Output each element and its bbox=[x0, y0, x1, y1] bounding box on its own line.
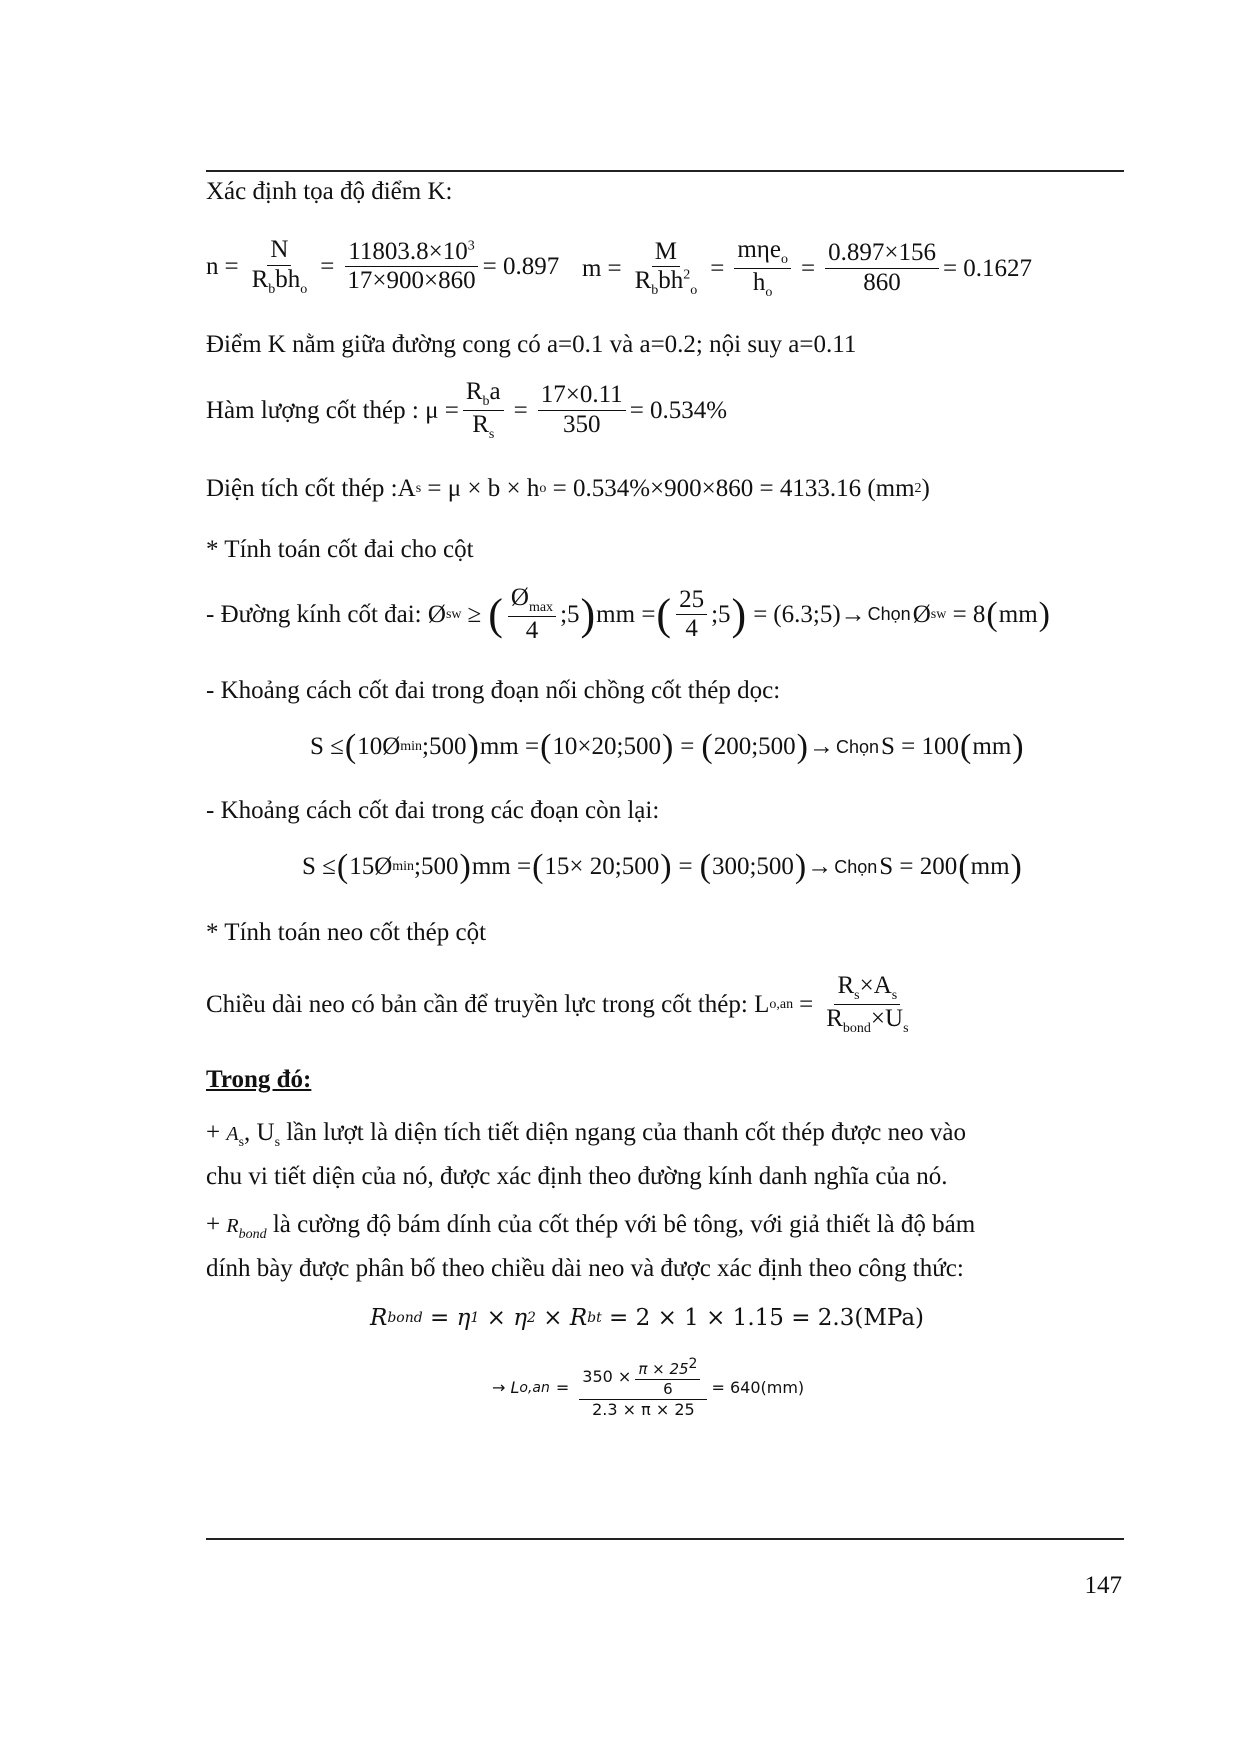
eq-m-result: = 0.1627 bbox=[942, 254, 1033, 282]
item1-text1: lần lượt là diện tích tiết diện ngang của thanh cốt thép được neo vào bbox=[286, 1119, 967, 1146]
eq-n-den1-sub: b bbox=[268, 281, 276, 297]
eq-n-result: = 0.897 bbox=[482, 252, 560, 280]
eq-rest-lhs: S ≤ bbox=[302, 853, 336, 880]
header-rule bbox=[206, 170, 1124, 172]
item1-sym2-sub: s bbox=[274, 1135, 281, 1150]
eq-lan-num-a: 350 × bbox=[582, 1367, 632, 1387]
eq-diam-arrow: → bbox=[840, 600, 866, 628]
item2-text1: là cường độ bám dính của cốt thép với bê tông, với giả thiết là độ bám bbox=[272, 1211, 976, 1238]
eq-as-unit: (mm bbox=[867, 475, 915, 502]
item2-sym-sub: bond bbox=[238, 1227, 267, 1242]
equation-rest-spacing: S ≤ ( 15Ø min ;500 ) mm = ( 15× 20;500 ) = ( 300;500 ) → Chọn S = 200 ( mm ) bbox=[302, 848, 1022, 885]
eq-mu-result: = 0.534% bbox=[629, 396, 728, 424]
equation-stirrup-diameter: - Đường kính cốt đai: Ø sw ≥ ( $\frac{Ø_{max}}{4}$ ;5 ) mm = ( $\frac{25}{4}$ ;5 ) = (6.3;5) → Chọn Ø sw = 8 ( mm ) bbox=[206, 584, 1050, 645]
eq-lan-lhs-sub: o,an bbox=[519, 1379, 550, 1396]
equation-mu: Hàm lượng cốt thép : μ = $\frac{R_ba}{R_s}$ = $\frac{17\times 0.11}{350}$ = 0.534% bbox=[206, 378, 728, 443]
item2-line1 bbox=[206, 1210, 975, 1244]
eq-diam-chon: Chọn bbox=[867, 604, 911, 625]
item2-plus: + bbox=[206, 1211, 221, 1238]
as-label: Diện tích cốt thép : bbox=[206, 475, 398, 502]
eq-mu-den1-sub: s bbox=[488, 427, 495, 443]
eq-rbond-eta2: 2 bbox=[527, 1310, 536, 1326]
eq-rbond-x1: × η bbox=[479, 1305, 527, 1331]
eq-m-den2-sub: o bbox=[765, 285, 773, 301]
eq-mu-num1: R bbox=[465, 378, 483, 405]
eq-n-num2-sup: 3 bbox=[467, 238, 475, 254]
eq-lap-arrow: → bbox=[809, 733, 834, 760]
equation-rbond bbox=[370, 1305, 924, 1331]
eq-lap-p3: 200;500 bbox=[713, 733, 796, 760]
item1-sym: A bbox=[226, 1123, 239, 1145]
stirrup-heading: * Tính toán cốt đai cho cột bbox=[206, 536, 474, 563]
eq-rbond-rbt: bt bbox=[587, 1310, 602, 1326]
equation-as bbox=[206, 475, 930, 503]
mu-label: Hàm lượng cốt thép : μ = bbox=[206, 396, 459, 424]
item1-line2: chu vi tiết diện của nó, được xác định theo đường kính danh nghĩa của nó. bbox=[206, 1163, 948, 1190]
eq-lap-p2: 10×20;500 bbox=[552, 733, 661, 760]
eq-rest-inner-sub: min bbox=[392, 859, 415, 874]
lap-spacing-label: - Khoảng cách cốt đai trong đoạn nối chồng cốt thép dọc: bbox=[206, 677, 781, 704]
eq-diam-num1: Ø bbox=[510, 584, 529, 611]
eq-anchor-lhs-sub: o,an bbox=[769, 996, 794, 1012]
eq-diam-den2: 4 bbox=[685, 615, 698, 643]
eq-rbond-x2: × R bbox=[535, 1305, 588, 1331]
eq-as-mid: = μ × b × h bbox=[421, 475, 540, 502]
eq-mu-num1-rest: a bbox=[489, 378, 501, 405]
item1-sym-sub: s bbox=[238, 1135, 245, 1150]
eq-m-num3: 0.897×156 bbox=[825, 239, 939, 269]
eq-diam-mm: mm = bbox=[596, 600, 656, 628]
eq-rest-inner: 15Ø bbox=[349, 853, 393, 880]
eq-as-lhs-sub: s bbox=[415, 481, 422, 496]
eq-diam-sep2: ;5 bbox=[711, 600, 731, 628]
equation-lan-result: → L o,an = 350 × $\frac{\pi \times 25^2}{6}$ 2.3 × π × 25 = 640(mm) bbox=[492, 1356, 805, 1419]
eq-m-num2-sub: o bbox=[780, 252, 788, 267]
eq-anchor-den-sub2: s bbox=[903, 1021, 909, 1037]
where-title: Trong đó: bbox=[206, 1066, 312, 1093]
eq-n-den1-rest: bh bbox=[275, 265, 301, 293]
eq-lap-chon: Chọn bbox=[836, 736, 880, 757]
eq-anchor-num: R bbox=[837, 972, 855, 999]
eq-anchor-num-sub: s bbox=[854, 988, 860, 1003]
eq-anchor-num-rest: ×A bbox=[859, 972, 892, 999]
eq-diam-num2: 25 bbox=[676, 586, 707, 616]
item1-plus: + bbox=[206, 1119, 221, 1146]
equation-m: m = $\frac{M}{R_bbh^2_o}$ = $\frac{m\eta e_o}{h_o}$ = $\frac{0.897\times 156}{860}$ = 0.1627 bbox=[582, 236, 1033, 301]
eq-as-lhs: A bbox=[397, 475, 416, 502]
eq-rest-res: S = 200 bbox=[879, 853, 958, 880]
eq-rbond-lhs: R bbox=[370, 1305, 388, 1331]
eq-n-den1-sub2: o bbox=[300, 281, 308, 297]
eq-diam-unit: mm bbox=[998, 600, 1038, 628]
eq-lan-den: 2.3 × π × 25 bbox=[592, 1399, 695, 1419]
eq-m-den1-rest: bh bbox=[658, 267, 684, 295]
item2-sym: R bbox=[226, 1215, 239, 1237]
eq-lap-unit: mm bbox=[972, 733, 1012, 760]
point-k-text: Điểm K nằm giữa đường cong có a=0.1 và a=0.2; nội suy a=0.11 bbox=[206, 331, 857, 358]
eq-diam-result-sub: sw bbox=[930, 606, 947, 622]
eq-m-den1: R bbox=[634, 267, 652, 295]
eq-lap-lhs: S ≤ bbox=[310, 733, 344, 760]
eq-m-den1-sub: b bbox=[651, 283, 659, 299]
eq-rest-inner-rest: ;500 bbox=[414, 853, 459, 880]
item2-line2: dính bày được phân bố theo chiều dài neo và được xác định theo công thức: bbox=[206, 1255, 964, 1282]
eq-m-den1-sub2: o bbox=[690, 283, 698, 299]
eq-m-den3: 860 bbox=[863, 269, 901, 297]
anchor-heading: * Tính toán neo cốt thép cột bbox=[206, 919, 487, 946]
eq-as-unit-sup: 2 bbox=[914, 481, 922, 496]
equation-anchor-length: Chiều dài neo có bản cần để truyền lực trong cốt thép: L o,an = $\frac{R_s\times A_s}{R_{bond}\times U_s}$ bbox=[206, 972, 909, 1037]
eq-mu-num2: 17×0.11 bbox=[538, 381, 626, 411]
eq-m-den1-sup2: 2 bbox=[683, 268, 691, 284]
eq-rest-mm: mm = bbox=[471, 853, 532, 880]
eq-rbond-lhs-sub: bond bbox=[387, 1310, 423, 1326]
heading-point-k: Xác định tọa độ điểm K: bbox=[206, 178, 453, 205]
eq-n-den1: R bbox=[251, 265, 269, 293]
item1-sym2: , U bbox=[244, 1119, 275, 1146]
eq-rbond-rest: = 2 × 1 × 1.15 = 2.3(MPa) bbox=[601, 1305, 925, 1331]
eq-rest-chon: Chọn bbox=[834, 856, 878, 877]
eq-rest-unit: mm bbox=[970, 853, 1010, 880]
eq-mu-den1: R bbox=[472, 411, 489, 439]
eq-rest-p2: 15× 20;500 bbox=[544, 853, 660, 880]
eq-anchor-den: R bbox=[826, 1005, 843, 1033]
eq-anchor-lhs: L bbox=[754, 990, 770, 1018]
eq-n-num2: 11803.8×10 bbox=[348, 237, 468, 265]
eq-lan-num-frac-den: 6 bbox=[663, 1379, 673, 1398]
page-number: 147 bbox=[1084, 1572, 1122, 1599]
eq-rbond-rhs: = η bbox=[422, 1305, 471, 1331]
rest-spacing-label: - Khoảng cách cốt đai trong các đoạn còn lại: bbox=[206, 797, 660, 824]
eq-n-num1: N bbox=[267, 236, 291, 266]
anchor-label: Chiều dài neo có bản cần để truyền lực trong cốt thép: bbox=[206, 990, 755, 1018]
eq-lap-res: S = 100 bbox=[881, 733, 960, 760]
footer-rule bbox=[206, 1538, 1124, 1540]
eq-diam-den1: 4 bbox=[525, 617, 539, 645]
eq-m-num1: M bbox=[652, 238, 680, 268]
diam-label: - Đường kính cốt đai: Ø bbox=[206, 600, 446, 628]
eq-lan-result: = 640(mm) bbox=[711, 1378, 805, 1398]
eq-n-lhs: n bbox=[206, 252, 219, 280]
eq-lap-inner-rest: ;500 bbox=[422, 733, 467, 760]
eq-rbond-eta1: 1 bbox=[470, 1310, 480, 1326]
eq-as-unit-close: ) bbox=[921, 475, 930, 502]
eq-mu-den2: 350 bbox=[562, 411, 601, 439]
item1-line1 bbox=[206, 1118, 966, 1152]
eq-as-mid-sub: o bbox=[539, 481, 547, 496]
eq-lap-inner: 10Ø bbox=[357, 733, 401, 760]
eq-m-den2: h bbox=[752, 269, 766, 297]
eq-lap-inner-sub: min bbox=[400, 739, 423, 754]
eq-diam-result: = 8 bbox=[946, 600, 986, 628]
eq-m-lhs: m bbox=[582, 254, 602, 282]
eq-rest-p3: 300;500 bbox=[711, 853, 794, 880]
equation-lap-spacing: S ≤ ( 10Ø min ;500 ) mm = ( 10×20;500 ) = ( 200;500 ) → Chọn S = 100 ( mm ) bbox=[310, 728, 1024, 765]
eq-n-den2: 17×900×860 bbox=[347, 267, 476, 295]
eq-anchor-num-sub2: s bbox=[891, 988, 898, 1003]
equation-n: n = $\frac{N}{R_bbh_o}$ = $\frac{11803.8\times 10^3}{17\times 900\times 860}$ = 0.897 bbox=[206, 236, 560, 297]
eq-mu-num1-sub: b bbox=[482, 394, 490, 409]
eq-anchor-den-sub: bond bbox=[842, 1021, 871, 1037]
eq-diam-paren: (6.3;5) bbox=[773, 600, 841, 628]
eq-lan-num-frac-sup: 2 bbox=[688, 1356, 698, 1372]
eq-anchor-den-rest: ×U bbox=[870, 1005, 904, 1033]
eq-m-num2: mηe bbox=[737, 236, 781, 263]
eq-as-rest: = 0.534%×900×860 = 4133.16 bbox=[546, 475, 868, 502]
eq-lap-mm: mm = bbox=[479, 733, 540, 760]
eq-lan-arrow: → L bbox=[492, 1378, 520, 1398]
eq-diam-result-sym: Ø bbox=[912, 600, 931, 628]
eq-diam-sep1: ;5 bbox=[560, 600, 580, 628]
eq-diam-sub: sw bbox=[445, 606, 462, 622]
eq-diam-num1-sub: max bbox=[528, 600, 554, 615]
eq-lan-num-frac-num: π × 25 bbox=[638, 1360, 689, 1378]
eq-rest-arrow: → bbox=[807, 853, 833, 880]
